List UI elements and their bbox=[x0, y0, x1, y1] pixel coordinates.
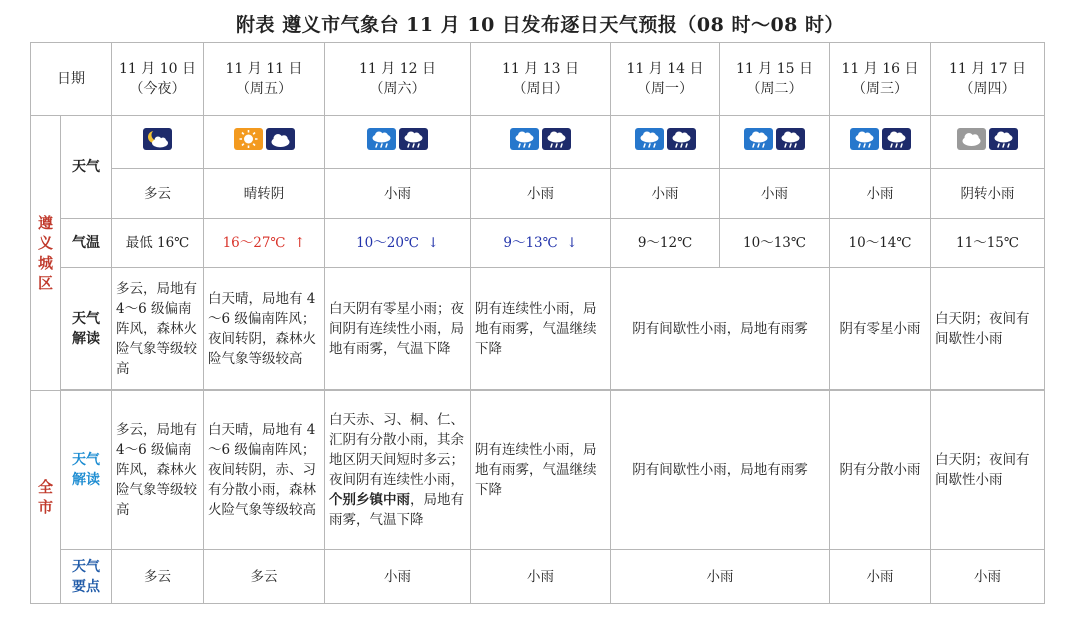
icon-cell bbox=[112, 116, 204, 169]
day-date: 11 月 13 日 bbox=[502, 61, 579, 77]
label-line: 天气 bbox=[72, 452, 100, 468]
temp-up-arrow-icon: ↑ bbox=[294, 235, 306, 251]
weather-text: 小雨 bbox=[830, 169, 931, 219]
temp-cell bbox=[204, 219, 325, 268]
temp-down-arrow-icon: ↓ bbox=[427, 235, 439, 251]
city-interp-row bbox=[31, 268, 1045, 390]
temp-text: 16～27℃ bbox=[222, 235, 286, 251]
day-date: 11 月 15 日 bbox=[736, 61, 813, 77]
icon-cell bbox=[325, 116, 471, 169]
rain-icon bbox=[882, 128, 911, 150]
day-date: 11 月 16 日 bbox=[841, 61, 919, 77]
icon-cell bbox=[931, 116, 1045, 169]
temp-cell bbox=[720, 219, 830, 268]
day-date: 11 月 12 日 bbox=[359, 61, 436, 77]
rain-icon bbox=[989, 128, 1018, 150]
citywide-key-row bbox=[31, 550, 1045, 604]
day-header-4 bbox=[471, 43, 611, 116]
key-text: 小雨 bbox=[611, 550, 830, 604]
temp-cell bbox=[112, 219, 204, 268]
weather-icons bbox=[957, 128, 1018, 150]
date-label: 日期 bbox=[31, 43, 112, 116]
temp-cell bbox=[931, 219, 1045, 268]
rain-icon bbox=[510, 128, 539, 150]
temp-cell bbox=[325, 219, 471, 268]
region-char: 义 bbox=[37, 234, 53, 252]
day-date: 11 月 11 日 bbox=[225, 61, 303, 77]
region-char: 城 bbox=[37, 254, 53, 272]
label-key bbox=[61, 550, 112, 604]
day-header-7 bbox=[830, 43, 931, 116]
weather-icons bbox=[234, 128, 295, 150]
day-header-2 bbox=[204, 43, 325, 116]
label-line: 解读 bbox=[72, 472, 100, 488]
day-dow: （周六） bbox=[369, 81, 426, 97]
rain-icon bbox=[667, 128, 696, 150]
key-text: 多云 bbox=[112, 550, 204, 604]
day-header-1 bbox=[112, 43, 204, 116]
weather-text: 阴转小雨 bbox=[931, 169, 1045, 219]
page-title: 附表 遵义市气象台 11 月 10 日发布逐日天气预报（08 时～08 时） bbox=[235, 14, 845, 36]
temp-text: 10～14℃ bbox=[848, 235, 912, 251]
label-weather: 天气 bbox=[61, 116, 112, 219]
temp-cell bbox=[471, 219, 611, 268]
rain-icon bbox=[635, 128, 664, 150]
day-dow: （周二） bbox=[746, 81, 803, 97]
key-text: 多云 bbox=[204, 550, 325, 604]
label-temp: 气温 bbox=[61, 219, 112, 268]
weather-text: 小雨 bbox=[471, 169, 611, 219]
interp-part: ，局地有雨雾，气温下降 bbox=[329, 492, 464, 528]
icon-cell bbox=[830, 116, 931, 169]
moon-cloud-icon bbox=[143, 128, 172, 150]
day-dow: （周三） bbox=[852, 81, 908, 97]
weather-icons bbox=[850, 128, 911, 150]
rain-icon bbox=[776, 128, 805, 150]
rain-icon bbox=[399, 128, 428, 150]
region-char: 全 bbox=[37, 478, 53, 496]
weather-text: 小雨 bbox=[611, 169, 720, 219]
day-date: 11 月 10 日 bbox=[119, 61, 196, 77]
temp-cell bbox=[611, 219, 720, 268]
forecast-table bbox=[30, 42, 1045, 604]
interp-part: 白天赤、习、桐、仁、汇阴有分散小雨，其余地区阴天间短时多云；夜间阴有连续性小雨， bbox=[329, 412, 464, 488]
interp-text: 阴有间歇性小雨，局地有雨雾 bbox=[611, 268, 830, 390]
weather-text: 小雨 bbox=[720, 169, 830, 219]
day-header-8 bbox=[931, 43, 1045, 116]
interp-text: 多云，局地有 4～6 级偏南阵风，森林火险气象等级较高 bbox=[112, 268, 204, 390]
label-line: 解读 bbox=[72, 330, 100, 347]
city-weather-row bbox=[31, 169, 1045, 219]
day-header-6 bbox=[720, 43, 830, 116]
day-dow: （周五） bbox=[236, 81, 292, 97]
icon-cell bbox=[720, 116, 830, 169]
citywide-interp-row bbox=[31, 391, 1045, 550]
label-interp bbox=[61, 268, 112, 390]
weather-icons bbox=[510, 128, 571, 150]
icon-cell bbox=[611, 116, 720, 169]
city-icon-row bbox=[31, 116, 1045, 169]
weather-text: 晴转阴 bbox=[204, 169, 325, 219]
rain-icon bbox=[367, 128, 396, 150]
weather-icons bbox=[744, 128, 805, 150]
header-row bbox=[31, 43, 1045, 116]
label-line: 天气 bbox=[72, 558, 100, 575]
key-text: 小雨 bbox=[325, 550, 471, 604]
interp-text: 多云，局地有 4～6 级偏南阵风，森林火险气象等级较高 bbox=[112, 391, 204, 550]
interp-highlight: 个别乡镇中雨 bbox=[329, 492, 410, 508]
interp-text: 白天晴，局地有 4～6 级偏南阵风；夜间转阴，赤、习有分散小雨，森林火险气象等级较高 bbox=[204, 391, 325, 550]
weather-text: 多云 bbox=[112, 169, 204, 219]
label-line: 要点 bbox=[72, 578, 100, 595]
region-citywide bbox=[31, 391, 61, 604]
weather-icons bbox=[367, 128, 428, 150]
day-dow: （今夜） bbox=[129, 81, 186, 97]
interp-text: 阴有零星小雨 bbox=[830, 268, 931, 390]
icon-cell bbox=[204, 116, 325, 169]
interp-text: 阴有间歇性小雨，局地有雨雾 bbox=[611, 391, 830, 550]
rain-icon bbox=[744, 128, 773, 150]
overcast-icon bbox=[957, 128, 986, 150]
region-char: 市 bbox=[37, 498, 53, 516]
region-char: 区 bbox=[37, 274, 53, 292]
city-temp-row bbox=[31, 219, 1045, 268]
interp-text: 阴有连续性小雨，局地有雨雾，气温继续下降 bbox=[471, 391, 611, 550]
key-text: 小雨 bbox=[471, 550, 611, 604]
icon-cell bbox=[471, 116, 611, 169]
day-header-3 bbox=[325, 43, 471, 116]
weather-text: 小雨 bbox=[325, 169, 471, 219]
temp-text: 9～12℃ bbox=[637, 235, 693, 251]
interp-text: 白天阴有零星小雨；夜间阴有连续性小雨，局地有雨雾，气温下降 bbox=[325, 268, 471, 390]
label-line: 天气 bbox=[72, 310, 100, 327]
interp-text: 阴有连续性小雨，局地有雨雾，气温继续下降 bbox=[471, 268, 611, 390]
rain-icon bbox=[850, 128, 879, 150]
day-dow: （周日） bbox=[512, 81, 569, 97]
interp-text-rich bbox=[325, 391, 471, 550]
day-dow: （周一） bbox=[637, 81, 693, 97]
temp-down-arrow-icon: ↓ bbox=[566, 235, 578, 251]
day-date: 11 月 14 日 bbox=[626, 61, 704, 77]
temp-text: 9～13℃ bbox=[503, 235, 558, 251]
temp-cell bbox=[830, 219, 931, 268]
key-text: 小雨 bbox=[931, 550, 1045, 604]
weather-icons bbox=[635, 128, 696, 150]
day-header-5 bbox=[611, 43, 720, 116]
weather-icons bbox=[143, 128, 172, 150]
rain-icon bbox=[542, 128, 571, 150]
interp-text: 白天阴；夜间有间歇性小雨 bbox=[931, 268, 1045, 390]
sun-icon bbox=[234, 128, 263, 150]
temp-text: 最低 16℃ bbox=[125, 235, 190, 251]
interp-text: 白天阴；夜间有间歇性小雨 bbox=[931, 391, 1045, 550]
interp-text: 白天晴，局地有 4～6 级偏南阵风；夜间转阴，森林火险气象等级较高 bbox=[204, 268, 325, 390]
region-char: 遵 bbox=[37, 214, 53, 232]
day-date: 11 月 17 日 bbox=[949, 61, 1026, 77]
label-interp-citywide bbox=[61, 391, 112, 550]
cloud-icon bbox=[266, 128, 295, 150]
temp-text: 11～15℃ bbox=[956, 235, 1019, 251]
interp-text: 阴有分散小雨 bbox=[830, 391, 931, 550]
temp-text: 10～20℃ bbox=[356, 235, 420, 251]
region-city bbox=[31, 116, 61, 391]
temp-text: 10～13℃ bbox=[743, 235, 806, 251]
key-text: 小雨 bbox=[830, 550, 931, 604]
day-dow: （周四） bbox=[959, 81, 1016, 97]
